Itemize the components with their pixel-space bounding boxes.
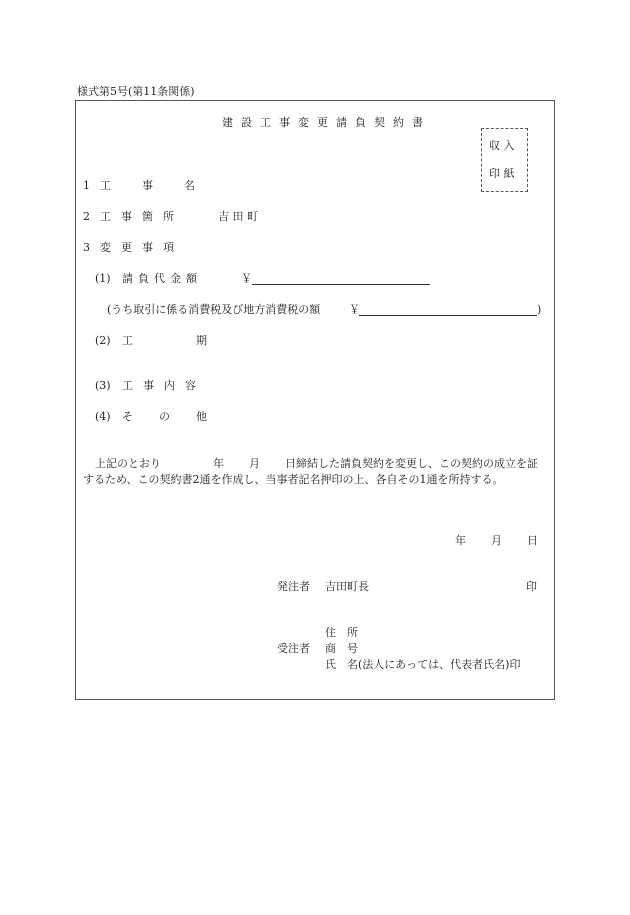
stamp-label-line1: 収 入 [489,139,515,152]
item-2-label: 工事箇所 [100,210,184,223]
tax-label: (うち取引に係る消費税及び地方消費税の額 [107,303,321,316]
date-day: 日 [527,534,538,547]
tax-yen: ￥ [349,303,360,316]
form-reference: 様式第5号(第11条関係) [77,85,195,98]
construction-site-value: 吉 田 町 [218,210,258,223]
change-2-label-a: 工 [122,334,133,347]
tax-close-paren: ) [537,303,542,316]
orderer-name: 吉田町長 [325,580,369,593]
item-1-number: 1 [83,179,90,192]
change-4-number: (4) [95,410,111,423]
agreement-line2: するため、この契約書2通を作成し、当事者記名押印の上、各自その1通を所持する。 [83,473,504,486]
item-1-label: 工 事 名 [100,179,205,192]
agreement-line1-end: 日締結した請負契約を変更し、この契約の成立を証 [285,457,538,470]
tax-amount-line [359,315,537,316]
contract-amount-yen: ￥ [241,272,252,285]
change-3-label: 工事内容 [122,379,206,392]
orderer-seal: 印 [526,580,537,593]
contract-amount-line [252,284,430,285]
contractor-role: 受注者 [277,642,310,655]
contractor-name-label: 氏 名(法人にあっては、代表者氏名)印 [325,658,521,671]
agreement-line1-start: 上記のとおり [95,457,161,470]
orderer-role: 発注者 [277,580,310,593]
date-month: 月 [491,534,502,547]
item-3-number: 3 [83,241,90,254]
change-4-label-c: 他 [196,410,207,423]
change-2-number: (2) [95,334,111,347]
change-4-label-b: の [159,410,170,423]
agreement-year: 年 [213,457,224,470]
item-3-label: 変更事項 [100,241,184,254]
stamp-label-line2: 印 紙 [489,167,515,180]
contractor-address-label: 住 所 [325,626,358,639]
change-2-label-b: 期 [196,334,207,347]
change-4-label-a: そ [122,410,133,423]
change-3-number: (3) [95,379,111,392]
contractor-company-label: 商 号 [325,642,358,655]
date-year: 年 [455,534,466,547]
change-1-label: 請負代金額 [122,272,202,285]
item-2-number: 2 [83,210,90,223]
agreement-month: 月 [249,457,260,470]
change-1-number: (1) [95,272,111,285]
revenue-stamp-box [481,128,528,192]
document-title: 建設工事変更請負契約書 [222,116,431,129]
